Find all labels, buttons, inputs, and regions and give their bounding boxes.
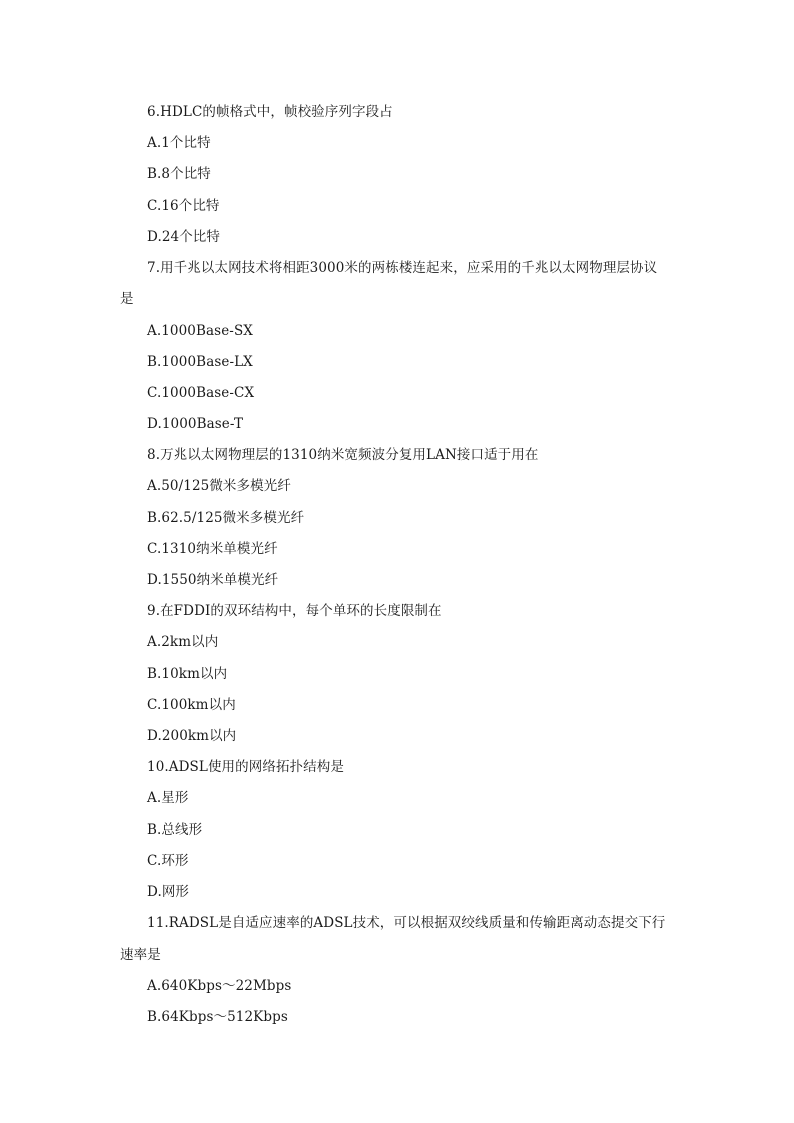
question-11-option-b: B.64Kbps～512Kbps — [147, 1009, 288, 1025]
question-10-option-b: B.总线形 — [147, 822, 203, 838]
question-9-option-d: D.200km以内 — [147, 728, 237, 744]
question-9-option-c: C.100km以内 — [147, 697, 236, 713]
question-6-option-c: C.16个比特 — [147, 198, 220, 214]
question-11-option-a: A.640Kbps～22Mbps — [147, 978, 292, 994]
question-6-option-b: B.8个比特 — [147, 166, 211, 182]
question-8-stem: 8.万兆以太网物理层的1310纳米宽频波分复用LAN接口适于用在 — [147, 447, 539, 463]
question-7-stem: 7.用千兆以太网技术将相距3000米的两栋楼连起来，应采用的千兆以太网物理层协议 — [147, 260, 658, 276]
question-6-option-d: D.24个比特 — [147, 229, 221, 245]
question-6-option-a: A.1个比特 — [147, 135, 211, 151]
question-9-option-b: B.10km以内 — [147, 666, 228, 682]
question-11-stem: 11.RADSL是自适应速率的ADSL技术，可以根据双绞线质量和传输距离动态提交下行 — [147, 915, 666, 931]
question-8-option-b: B.62.5/125微米多模光纤 — [147, 510, 305, 526]
question-10-option-c: C.环形 — [147, 853, 189, 869]
question-9-option-a: A.2km以内 — [147, 634, 219, 650]
question-10-option-a: A.星形 — [147, 790, 189, 806]
question-9-stem: 9.在FDDI的双环结构中，每个单环的长度限制在 — [147, 603, 442, 619]
question-8-option-d: D.1550纳米单模光纤 — [147, 572, 279, 588]
question-8-option-a: A.50/125微米多模光纤 — [147, 478, 291, 494]
question-7-option-c: C.1000Base-CX — [147, 385, 255, 401]
question-7-option-b: B.1000Base-LX — [147, 354, 253, 370]
question-11-stem-continuation: 速率是 — [120, 947, 161, 963]
question-10-stem: 10.ADSL使用的网络拓扑结构是 — [147, 759, 344, 775]
question-8-option-c: C.1310纳米单模光纤 — [147, 541, 278, 557]
question-7-option-a: A.1000Base-SX — [147, 323, 254, 339]
question-7-option-d: D.1000Base-T — [147, 416, 244, 432]
question-6-stem: 6.HDLC的帧格式中，帧校验序列字段占 — [147, 104, 393, 120]
question-7-stem-continuation: 是 — [120, 291, 134, 307]
question-10-option-d: D.网形 — [147, 884, 190, 900]
